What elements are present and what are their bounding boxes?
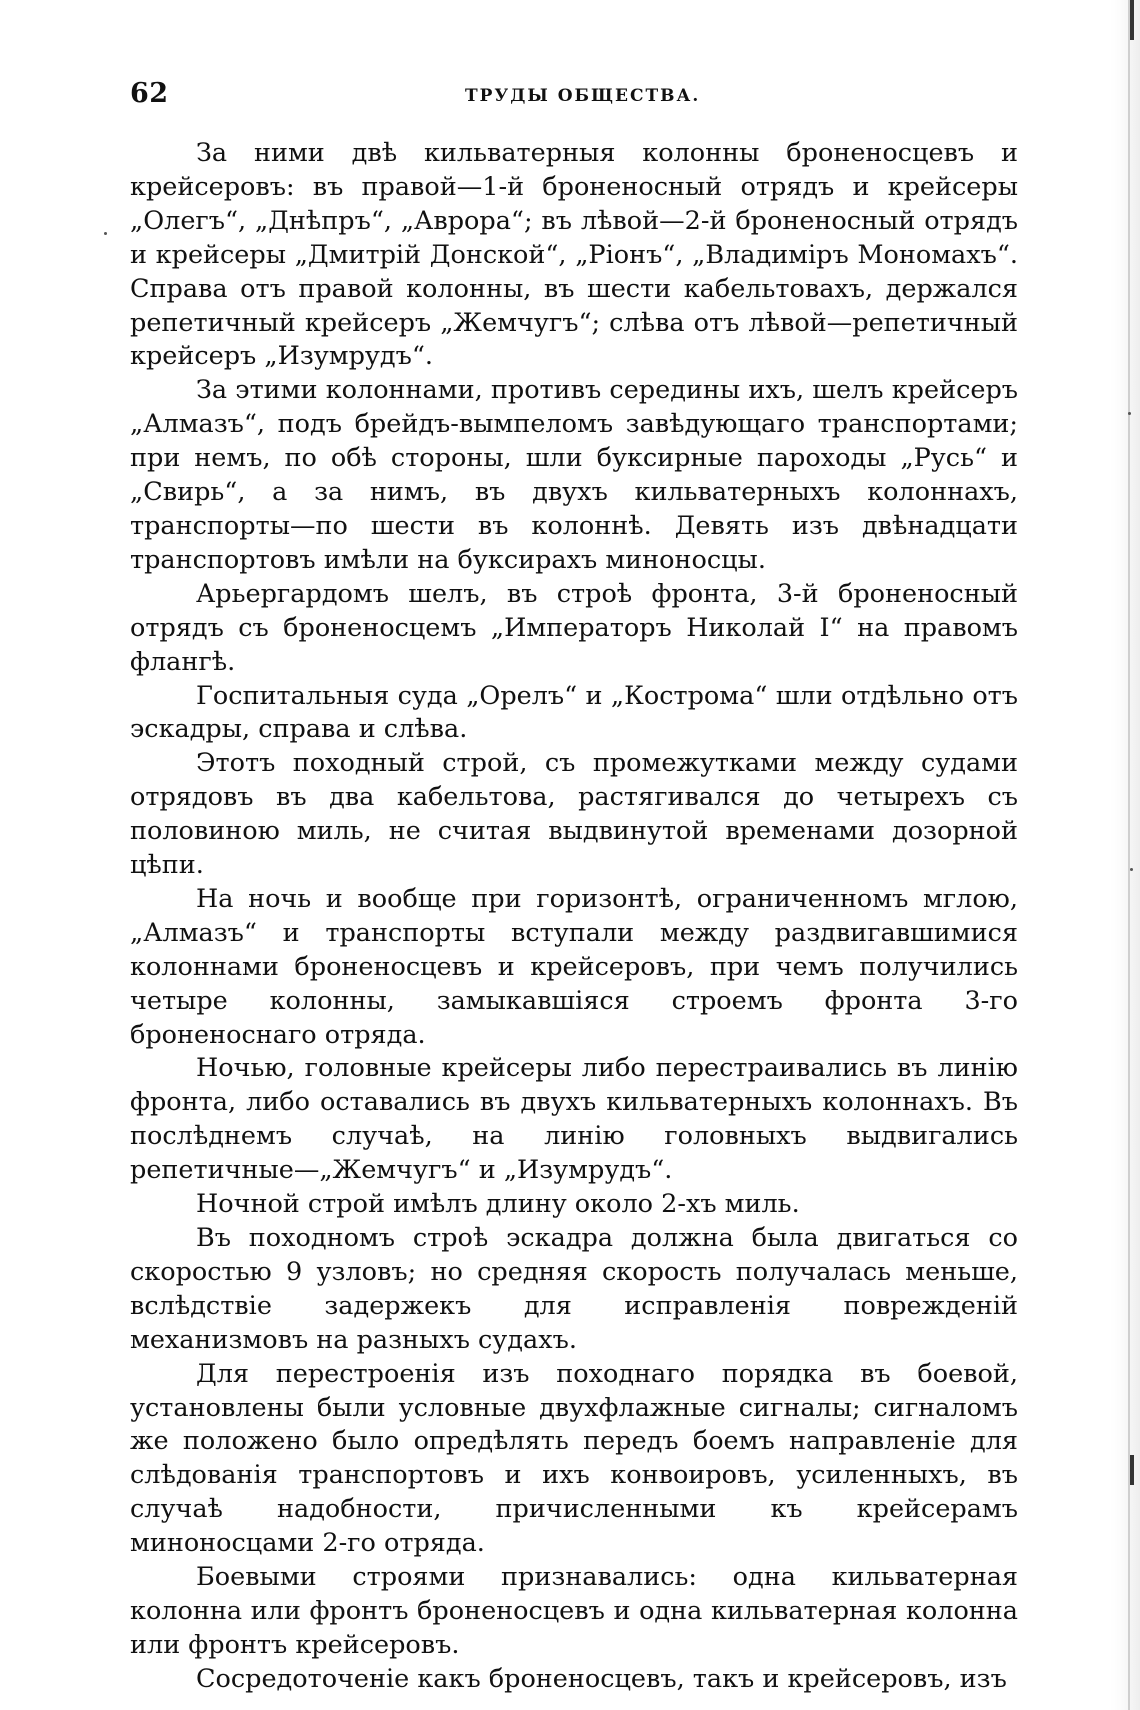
page-number: 62: [130, 78, 169, 109]
paragraph: Въ походномъ строѣ эскадра должна была двигаться со скоростью 9 узловъ; но средняя скорость получалась меньше, вслѣдствіе задержекъ для исправленія поврежденій механизмовъ на разныхъ судахъ.: [130, 1223, 1018, 1355]
paragraph: Арьергардомъ шелъ, въ строѣ фронта, 3-й броненосный отрядъ съ броненосцемъ „Императоръ Николай I“ на правомъ флангѣ.: [130, 578, 1018, 677]
paragraph: Ночной строй имѣлъ длину около 2-хъ миль.: [196, 1189, 800, 1220]
paragraph: За этими колоннами, противъ середины ихъ, шелъ крейсеръ „Алмазъ“, подъ брейдъ-вымпеломъ завѣдующаго транспортами; при немъ, по обѣ стороны, шли буксирные пароходы „Русь“ и „Свирь“, а за нимъ, въ двухъ кильватерныхъ колоннахъ, транспорты—по шести въ колоннѣ. Девять изъ двѣнадцати транспортовъ имѣли на буксирахъ миноносцы.: [130, 375, 1018, 575]
page-spine-shadow: [1110, 0, 1140, 1710]
spine-mark: [1130, 1455, 1134, 1485]
body-text: [130, 137, 1018, 1697]
scan-speck: [1130, 868, 1133, 871]
scan-speck: [1128, 412, 1131, 415]
paragraph: Для перестроенія изъ походнаго порядка въ боевой, установлены были условные двухфлажные сигналы; сигналомъ же положено было опредѣлять передъ боемъ направленіе для слѣдованія транспортовъ и ихъ конвоировъ, усиленныхъ, въ случаѣ надобности, причисленными къ крейсерамъ миноносцами 2-го отряда.: [130, 1358, 1018, 1559]
spine-mark: [1130, 0, 1134, 40]
running-head: ТРУДЫ ОБЩЕСТВА.: [465, 86, 701, 106]
paragraph: Ночью, головные крейсеры либо перестраивались въ линію фронта, либо оставались въ двухъ кильватерныхъ колоннахъ. Въ послѣднемъ случаѣ, на линію головныхъ выдвигались репетичные—„Жемчугъ“ и „Изумрудъ“.: [130, 1053, 1018, 1186]
paragraph: Госпитальныя суда „Орелъ“ и „Кострома“ шли отдѣльно отъ эскадры, справа и слѣва.: [130, 680, 1018, 745]
paragraph: За ними двѣ кильватерныя колонны броненосцевъ и крейсеровъ: въ правой—1-й броненосный отрядъ и крейсеры „Олегъ“, „Днѣпръ“, „Аврора“; въ лѣвой—2-й броненосный отрядъ и крейсеры „Дмитрій Донской“, „Ріонъ“, „Владиміръ Мономахъ“. Справа отъ правой колонны, въ шести кабельтовахъ, держался репетичный крейсеръ „Жемчугъ“; слѣва отъ лѣвой—репетичный крейсеръ „Изумрудъ“.: [130, 138, 1018, 372]
page-spine-line: [1128, 0, 1130, 1710]
paragraph: Сосредоточеніе какъ броненосцевъ, такъ и крейсеровъ, изъ: [196, 1663, 1007, 1694]
scan-speck: [104, 232, 107, 235]
paragraph: Боевыми строями признавались: одна кильватерная колонна или фронтъ броненосцевъ и одна кильватерная колонна или фронтъ крейсеровъ.: [130, 1562, 1018, 1660]
paragraph: Этотъ походный строй, съ промежутками между судами отрядовъ въ два кабельтова, растягивался до четырехъ съ половиною миль, не считая выдвинутой временами дозорной цѣпи.: [130, 748, 1018, 881]
paragraph: На ночь и вообще при горизонтѣ, ограниченномъ мглою, „Алмазъ“ и транспорты вступали между раздвигавшимися колоннами броненосцевъ и крейсеровъ, при чемъ получились четыре колонны, замыкавшіяся строемъ фронта 3-го броненоснаго отряда.: [130, 883, 1018, 1050]
